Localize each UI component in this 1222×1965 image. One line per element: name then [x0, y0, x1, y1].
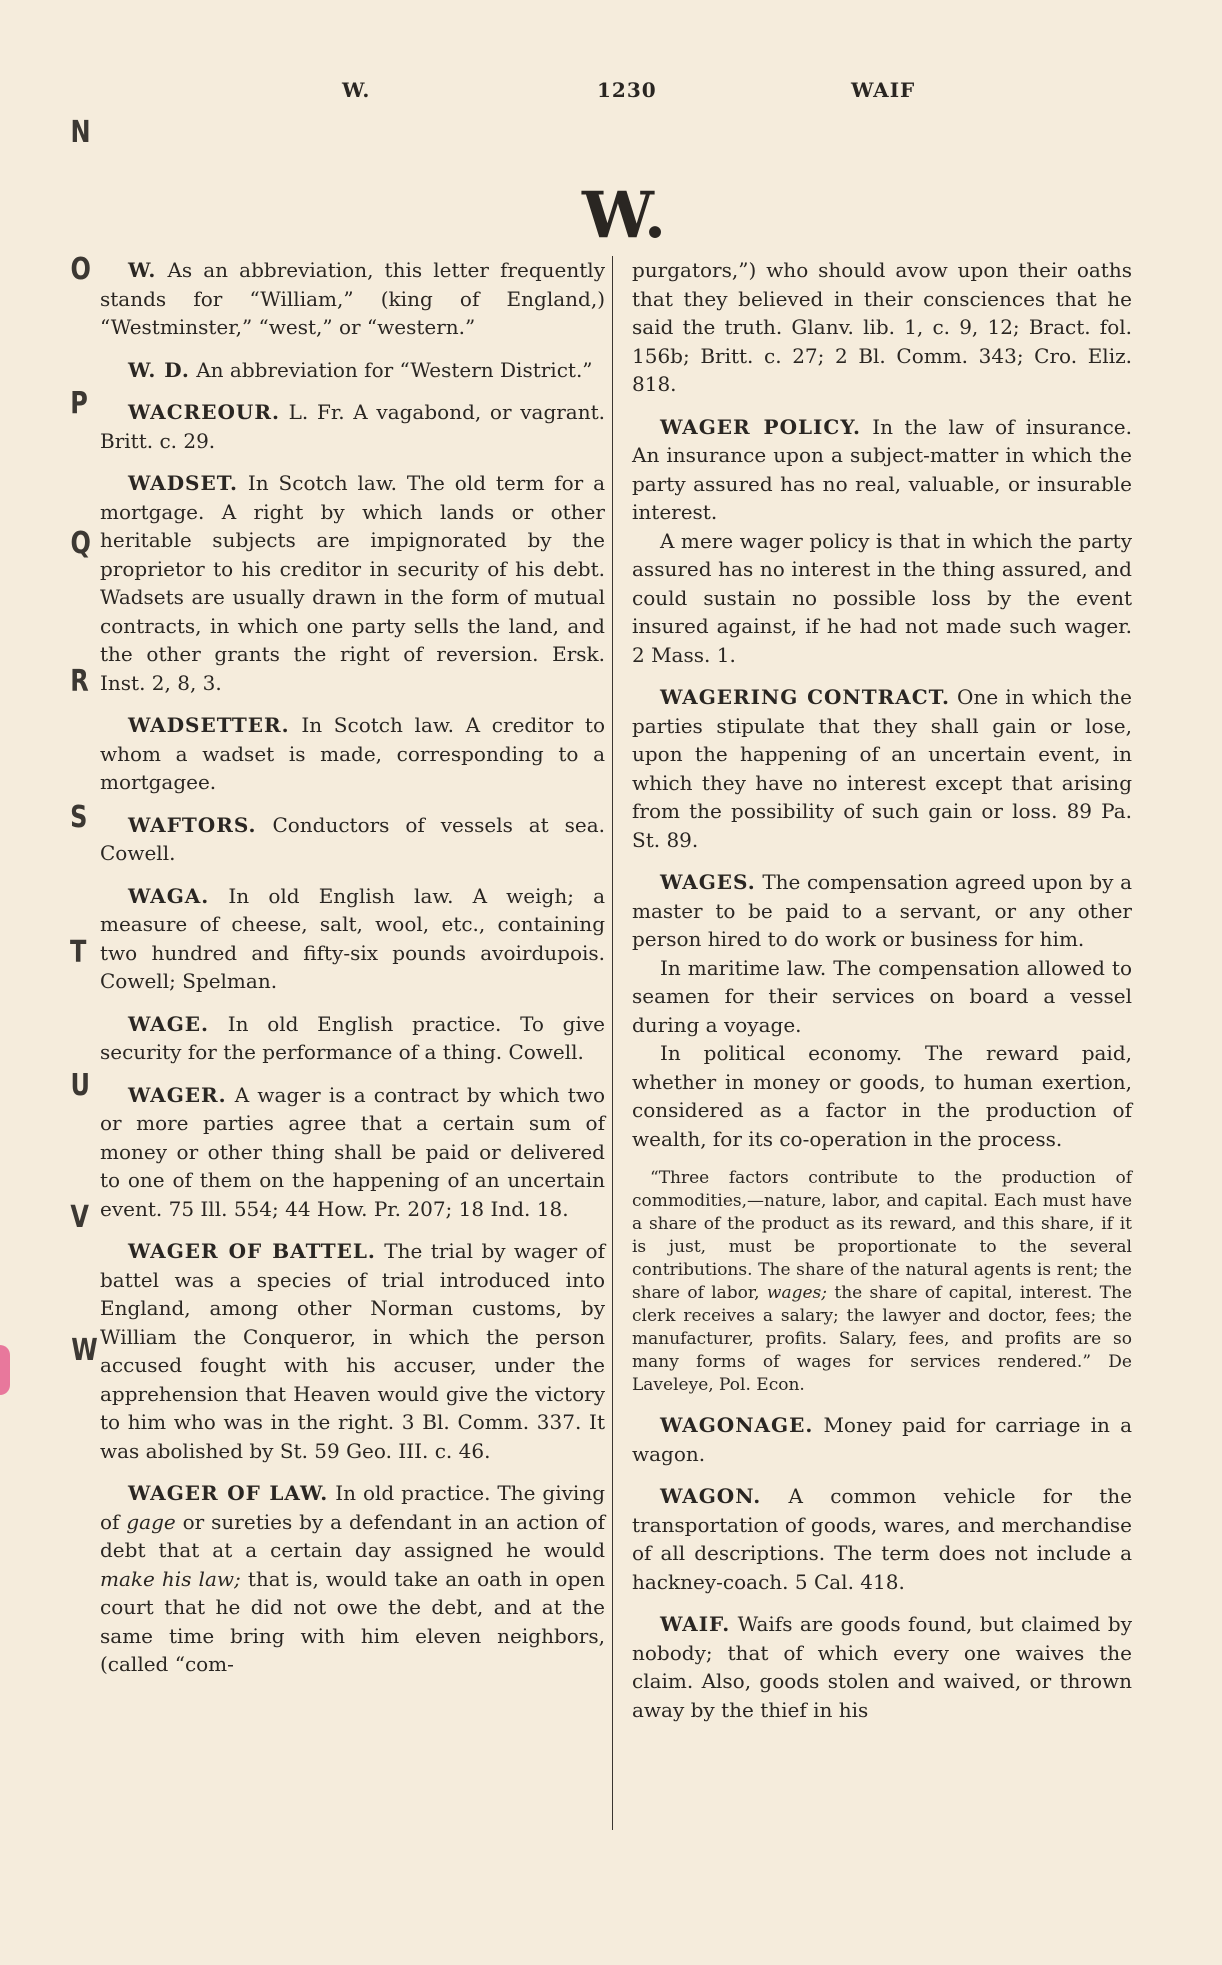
entry-term: WADSET. — [128, 471, 238, 495]
thumb-tab-s: S — [70, 800, 88, 835]
entry-text: that is, would take an oath in open court that he did not owe the debt, and at the same time bring with him eleven neighbors, (called “com- — [100, 1566, 605, 1676]
entry-term: W. D. — [128, 357, 190, 382]
entry-text: In Scotch law. A creditor to whom a wadset is made, corresponding to a mortgagee. — [100, 713, 606, 794]
thumb-tab-n: N — [70, 115, 91, 150]
entry-w — [100, 256, 605, 342]
entry-text: The reward paid, whether in money or goods, to human exertion, considered as a factor in the production of wealth, for its co-operation in the process. — [632, 1041, 1132, 1151]
entry-wagonage — [632, 1411, 1132, 1468]
entry-wadset — [100, 469, 605, 697]
entry-wager-of-battel — [100, 1237, 605, 1465]
thumb-tab-q: Q — [70, 526, 91, 561]
entry-term: WAGER OF LAW. — [128, 1481, 329, 1505]
entry-text: One in which the parties stipulate that they shall gain or lose, upon the happening of an uncertain event, in which they have no interest except that arising from the possibility of such gain or loss. 89 Pa. St. 89. — [632, 685, 1133, 852]
right-column — [632, 256, 1132, 1738]
entry-italic: make his law; — [100, 1566, 241, 1591]
entry-term: WAGER. — [128, 1082, 227, 1107]
entry-text: The trial by wager of battel was a species of trial introduced into England, among other Norman customs, by William the Conqueror, in which the person accused fought with his accuser, under the apprehension that Heaven would give the victory to him who was in the right. 3 Bl. Comm. 337. It was abolished by St. 59 Geo. III. c. 46. — [100, 1239, 606, 1463]
entry-term: WAFTORS. — [128, 812, 257, 837]
section-letter: W. — [582, 178, 667, 253]
entry-text: In the law of insurance. An insurance upon a subject-matter in which the party assured has no real, valuable, or insurable interest. — [632, 414, 1132, 524]
entry-term: WAGER OF BATTEL. — [128, 1239, 376, 1263]
entry-text: Money paid for carriage in a wagon. — [632, 1413, 1132, 1466]
entry-text: or sureties by a defendant in an action of debt that at a certain day assigned he would — [100, 1509, 605, 1562]
entry-wadsetter — [100, 711, 605, 797]
entry-text: The compensation allowed to seamen for their services on board a vessel during a voyage. — [632, 955, 1132, 1037]
thumb-tab-o: O — [70, 252, 91, 287]
entry-term: WAIF. — [660, 1612, 731, 1636]
entry-term: WAGES. — [660, 870, 756, 894]
entry-italic: gage — [126, 1509, 176, 1534]
entry-term: WAGERING CONTRACT. — [660, 685, 950, 709]
entry-term: WADSETTER. — [128, 713, 290, 737]
running-head-right: WAIF — [851, 78, 916, 102]
entry-term: WAGON. — [660, 1484, 762, 1508]
left-column — [100, 256, 605, 1693]
entry-term: WACREOUR. — [128, 400, 280, 424]
thumb-tab-t: T — [70, 935, 87, 970]
entry-text: Conductors of vessels at sea. Cowell. — [100, 812, 605, 865]
entry-term: WAGE. — [128, 1011, 209, 1036]
entry-text: As an abbreviation, this letter frequently stands for “William,” (king of England,) “Westminster,” “west,” or “western.” — [100, 258, 605, 339]
thumb-tab-w: W — [71, 1333, 98, 1368]
entry-text: A common vehicle for the transportation of goods, wares, and merchandise of all descriptions. The term does not include a hackney-coach. 5 Cal. 418. — [632, 1484, 1132, 1594]
thumb-tab-p: P — [70, 386, 88, 421]
entry-text: L. Fr. A vagabond, or vagrant. Britt. c. 29. — [100, 400, 606, 453]
entry-text: A mere wager policy is that in which the party assured has no interest in the thing assured, and could sustain no possible loss by the event insured against, if he had not made such wager. 2 Mass. 1. — [632, 528, 1132, 667]
block-quote: “Three factors contribute to the production of commodities,—nature, labor, and capital. Each must have a share of the product as its reward, and this share, if it is just, must be proportionate to the several contributions. The share of the natural agents is rent; the share of labor, wages; the share of capital, interest. The clerk receives a salary; the lawyer and doctor, fees; the manufacturer, profits. Salary, fees, and profits are so many forms of wages for services rendered.” De Laveleye, Pol. Econ. — [632, 1168, 1133, 1395]
thumb-tab-r: R — [70, 664, 89, 699]
thumb-tab-marker — [0, 1345, 10, 1395]
entry-term: WAGA. — [128, 883, 210, 908]
thumb-tab-v: V — [70, 1200, 89, 1235]
entry-wager-policy — [632, 413, 1132, 670]
entry-wager-of-law — [100, 1479, 605, 1679]
entry-text: purgators,”) who should avow upon their oaths that they believed in their consciences that he said the truth. Glanv. lib. 1, c. 9, 12; Bract. fol. 156b; Britt. c. 27; 2 Bl. Comm. 343; Cro. Eliz. 818. — [632, 258, 1132, 396]
column-rule — [612, 256, 613, 1830]
entry-text: A wager is a contract by which two or more parties agree that a certain sum of money or other thing shall be paid or delivered to one of them on the happening of an uncertain event. 75 Ill. 554; 44 How. Pr. 207; 18 Ind. 18. — [100, 1082, 605, 1221]
entry-wagon — [632, 1482, 1132, 1596]
entry-waftors — [100, 811, 605, 868]
entry-text: In old practice. The giving of — [100, 1481, 606, 1534]
entry-sublead: In maritime law. — [660, 955, 827, 980]
entry-term: WAGONAGE. — [660, 1413, 814, 1437]
page-number: 1230 — [597, 78, 657, 102]
entry-waif — [632, 1610, 1132, 1724]
entry-text: Waifs are goods found, but claimed by nobody; that of which every one waives the claim. Also, goods stolen and waived, or thrown away by the thief in his — [632, 1612, 1133, 1722]
entry-term: W. — [128, 258, 157, 282]
entry-wages — [632, 868, 1132, 1153]
entry-wager — [100, 1081, 605, 1224]
entry-wacreour — [100, 398, 605, 455]
running-head-left: W. — [342, 78, 371, 102]
entry-wage — [100, 1010, 605, 1067]
entry-text: In old English law. A weigh; a measure of cheese, salt, wool, etc., containing two hundred and fifty-six pounds avoirdupois. Cowell; Spelman. — [100, 883, 606, 993]
entry-wagering-contract — [632, 683, 1132, 854]
entry-continuation — [632, 256, 1132, 399]
entry-term: WAGER POLICY. — [660, 414, 861, 439]
entry-text: In old English practice. To give security for the performance of a thing. Cowell. — [100, 1011, 605, 1064]
entry-text: In Scotch law. The old term for a mortgage. A right by which lands or other heritable subjects are impignorated by the proprietor to his creditor in security of his debt. Wadsets are usually drawn in the form of mutual contracts, in which one party sells the land, and the other grants the right of reversion. Ersk. Inst. 2, 8, 3. — [100, 471, 605, 695]
entry-waga — [100, 882, 605, 996]
entry-text: The compensation agreed upon by a master to be paid to a servant, or any other person hired to do work or business for him. — [632, 870, 1132, 951]
entry-italic: wages; — [766, 1283, 828, 1303]
entry-w-d — [100, 356, 605, 385]
entry-sublead: In political economy. — [660, 1041, 903, 1065]
thumb-tab-u: U — [70, 1068, 90, 1103]
entry-text: An abbreviation for “Western District.” — [196, 357, 593, 382]
